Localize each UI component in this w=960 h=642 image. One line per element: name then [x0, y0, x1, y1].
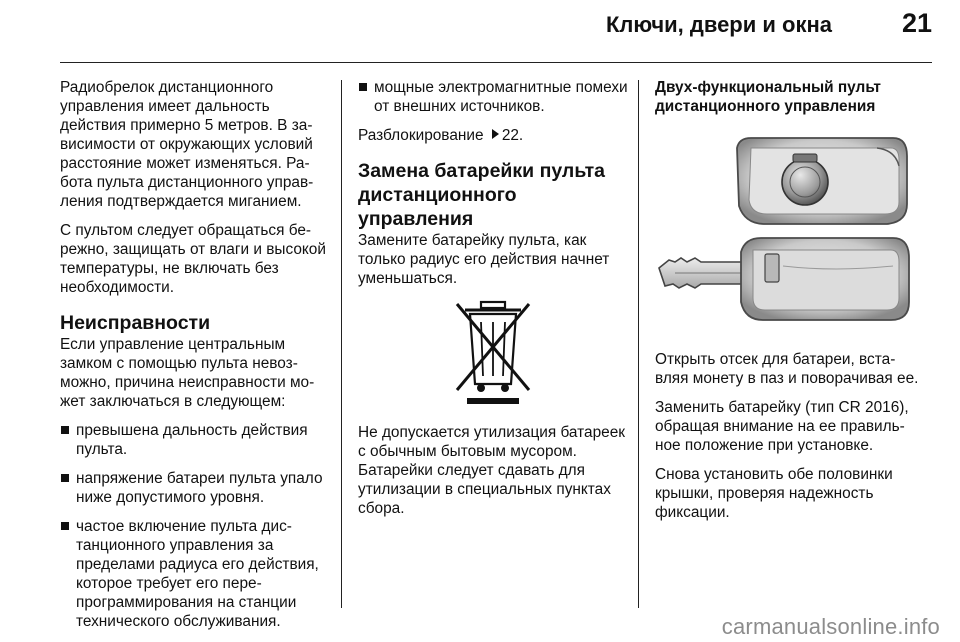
list-item: частое включение пульта дистанционного управления за пределами радиуса его действия, которое требует его перепрограммирования на станции технического обслуживания.: [60, 517, 328, 631]
right-column: [655, 78, 923, 532]
middle-column: [358, 78, 628, 528]
key-remote-illustration: [655, 126, 917, 326]
recycling-figure: [358, 298, 628, 411]
malfunction-list: [60, 421, 328, 631]
remote-key-figure: [655, 126, 915, 326]
header-title: Ключи, двери и окна: [606, 12, 832, 37]
header-divider: [60, 62, 932, 63]
column-divider-left: [341, 80, 342, 608]
left-column: [60, 78, 328, 641]
unlock-reference-text: Разблокирование: [358, 127, 484, 144]
malfunctions-heading: Неисправности: [60, 312, 211, 334]
care-paragraph: С пультом следует обращаться бережно, защищать от влаги и высокой температуры, не включать без необходимости.: [60, 222, 326, 296]
page-number: 21: [901, 8, 932, 38]
malfunctions-intro: Если управление центральным замком с помощью пульта невозможно, причина неисправности может заключаться в следующем:: [60, 336, 315, 410]
interference-list: [358, 78, 628, 116]
list-item: мощные электромагнитные помехи от внешних источников.: [358, 78, 628, 116]
reassemble-paragraph: Снова установить обе половинки крышки, проверяя надежность фиксации.: [655, 466, 893, 521]
unlock-reference-page[interactable]: 22.: [501, 127, 524, 144]
page-reference-icon[interactable]: [492, 129, 499, 139]
range-paragraph: Радиобрелок дистанционного управления имеет дальность действия примерно 5 метров. В зависимости от окружающих условий расстояние может изменяться. Работа пульта дистанционного управления подтверждается миганием.: [60, 79, 314, 210]
column-divider-right: [638, 80, 639, 608]
crossed-out-bin-icon: [451, 298, 535, 406]
open-compartment-paragraph: Открыть отсек для батареи, вставляя монету в паз и поворачивая ее.: [655, 351, 919, 387]
disposal-paragraph: Не допускается утилизация батареек с обычным бытовым мусором. Батарейки следует сдавать для утилизации в специальных пунктах сбора.: [358, 424, 625, 517]
battery-replacement-heading: Замена батарейки пульта дистанционного управления: [358, 160, 605, 230]
unlock-reference: [358, 126, 628, 145]
replace-battery-paragraph: Заменить батарейку (тип CR 2016), обращая внимание на ее правильное положение при установке.: [655, 399, 909, 454]
list-item: напряжение батареи пульта упало ниже допустимого уровня.: [60, 469, 328, 507]
battery-replacement-paragraph: Замените батарейку пульта, как только радиус его действия начнет уменьшаться.: [358, 232, 610, 287]
dual-function-remote-heading: Двух-функциональный пульт дистанционного управления: [655, 79, 881, 115]
site-watermark: carmanualsonline.info: [721, 614, 940, 639]
list-item: превышена дальность действия пульта.: [60, 421, 328, 459]
